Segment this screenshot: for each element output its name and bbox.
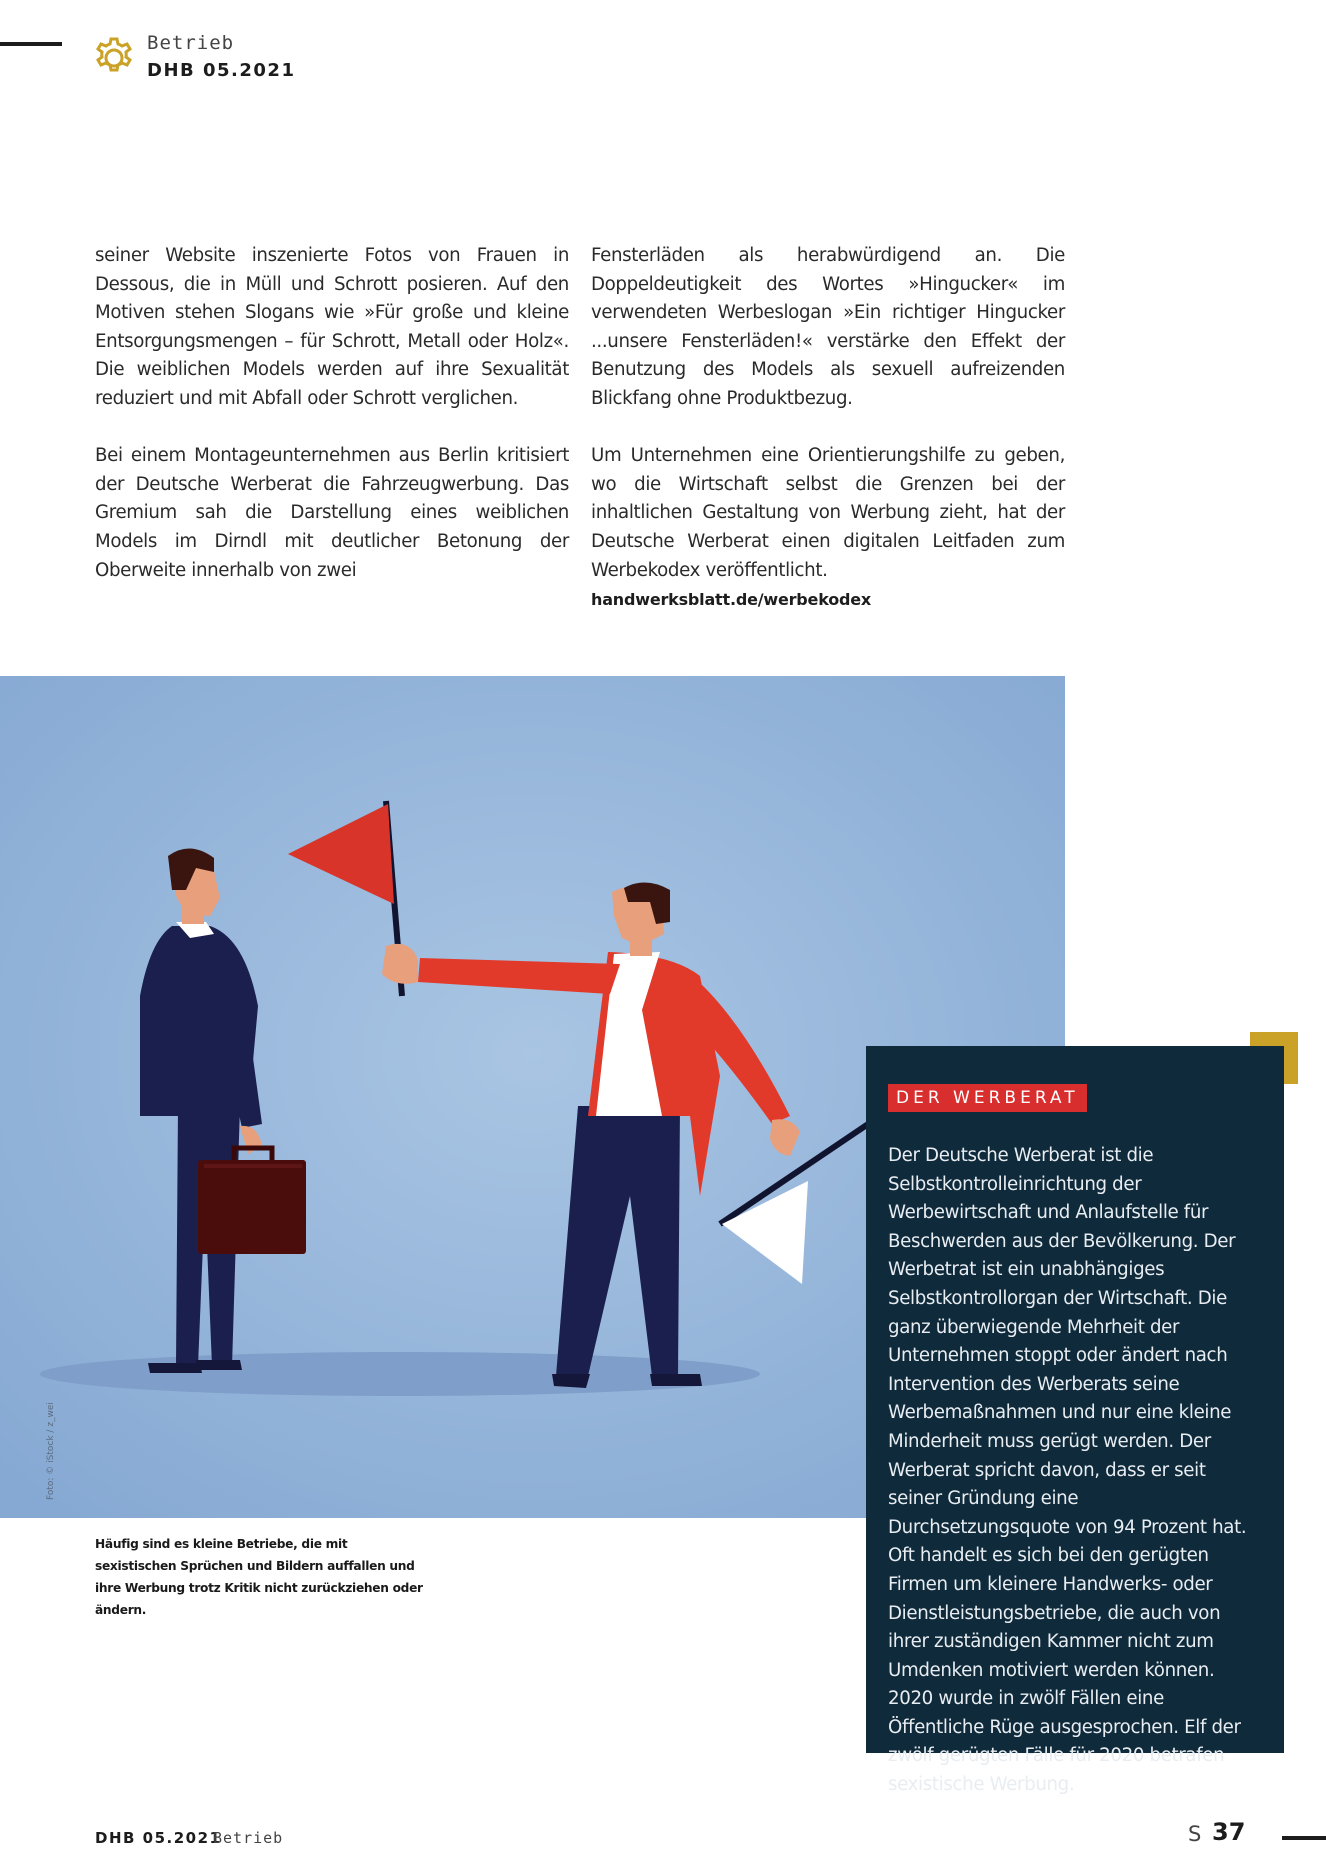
section-label: Betrieb — [147, 32, 235, 54]
werberat-link[interactable]: werberat.de — [888, 1803, 999, 1823]
infobox-tag: DER WERBERAT — [888, 1084, 1087, 1112]
image-caption: Häufig sind es kleine Betriebe, die mit sexistischen Sprüchen und Bildern auffallen und ihre Werbung trotz Kritik nicht zurückziehen oder ändern. — [95, 1537, 423, 1617]
issue-label: DHB 05.2021 — [147, 60, 296, 81]
article-column-left — [95, 242, 569, 614]
werbekodex-link[interactable]: handwerksblatt.de/werbekodex — [591, 589, 872, 609]
page-prefix: S — [1188, 1822, 1202, 1846]
article-paragraph: Fensterläden als herabwürdigend an. Die Doppeldeutigkeit des Wortes »Hingucker« im verwendeten Werbeslogan »Ein richtiger Hingucker ...unsere Fensterläden!« verstärke den Effekt der Benutzung des Models als sexuell aufreizenden Blickfang ohne Produktbezug. — [591, 245, 1065, 409]
article-paragraph: Bei einem Montageunternehmen aus Berlin kritisiert der Deutsche Werberat die Fahrzeugwerbung. Das Gremium sah die Darstellung eines weiblichen Models im Dirndl mit deutlicher Betonung der Oberweite innerhalb von zwei — [95, 445, 569, 581]
article-paragraph: seiner Website inszenierte Fotos von Frauen in Dessous, die in Müll und Schrott posieren. Auf den Motiven stehen Slogans wie »Für große und kleine Entsorgungsmengen – für Schrott, Metall oder Holz«. Die weiblichen Models werden auf ihre Sexualität reduziert und mit Abfall oder Schrott verglichen. — [95, 245, 569, 409]
top-rule — [0, 42, 62, 46]
footer-issue: DHB 05.2021 — [95, 1829, 222, 1847]
werberat-infobox — [866, 1046, 1284, 1823]
bottom-rule — [1282, 1836, 1326, 1840]
gear-icon — [92, 36, 136, 80]
footer-section: Betrieb — [213, 1829, 284, 1847]
page-number: 37 — [1212, 1818, 1246, 1846]
article-paragraph: Um Unternehmen eine Orientierungshilfe zu geben, wo die Wirtschaft selbst die Grenzen bei der inhaltlichen Gestaltung von Werbung zieht, hat der Deutsche Werberat einen digitalen Leitfaden zum Werbekodex veröffentlicht. — [591, 445, 1065, 581]
photo-credit: Foto: © iStock / z_wei — [46, 1402, 56, 1500]
infobox-text: Der Deutsche Werberat ist die Selbstkontrolleinrichtung der Werbewirtschaft und Anlaufstelle für Beschwerden aus der Bevölkerung. Der Werbetrat ist ein unabhängiges Selbstkontrollorgan der Wirtschaft. Die ganz überwiegende Mehrheit der Unternehmen stoppt oder ändert nach Intervention des Werberats seine Werbemaßnahmen und nur eine kleine Minderheit muss gerügt werden. Der Werberat spricht davon, dass er seit seiner Gründung eine Durchsetzungsquote von 94 Prozent hat. Oft handelt es sich bei den gerügten Firmen um kleinere Handwerks- oder Dienstleistungsbetriebe, die auch von ihrer zuständigen Kammer nicht zum Umdenken motiviert werden können. 2020 wurde in zwölf Fällen eine Öffentliche Rüge ausgesprochen. Elf der zwölf gerügten Fälle für 2020 betrafen sexistische Werbung. — [888, 1145, 1247, 1796]
article-column-right — [591, 242, 1065, 614]
